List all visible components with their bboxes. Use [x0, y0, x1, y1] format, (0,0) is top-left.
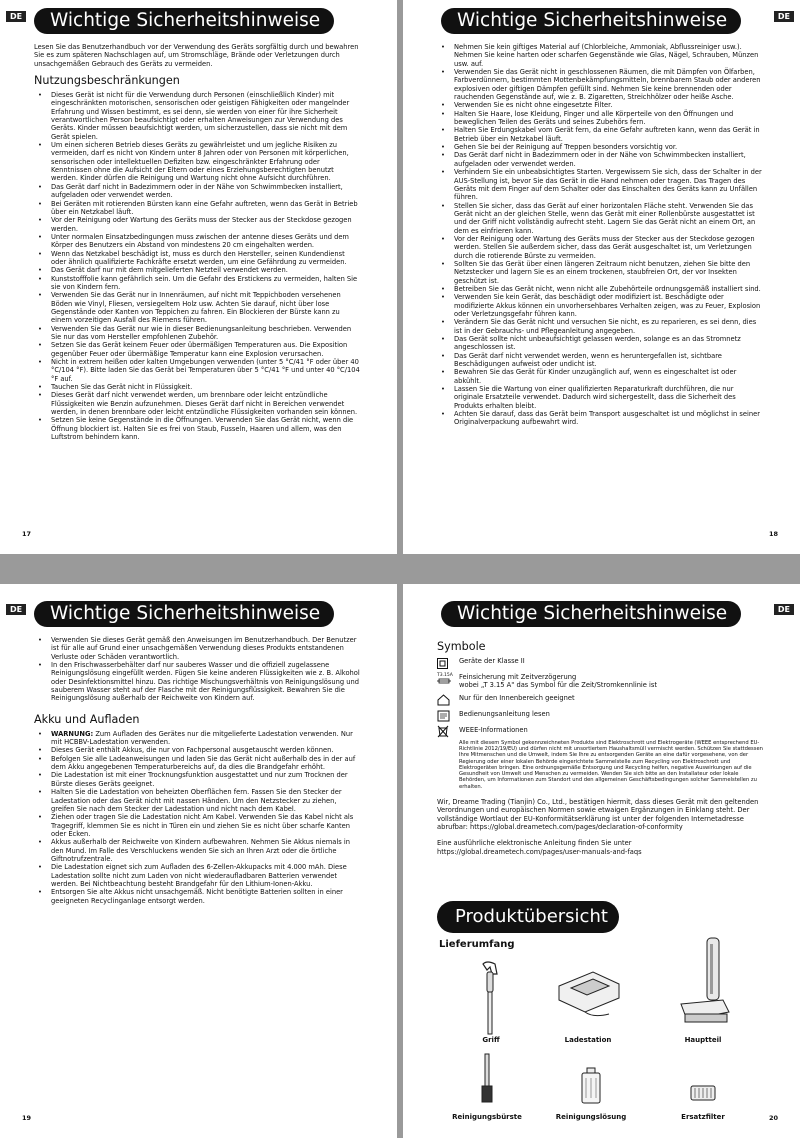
list-item: • Die Ladestation eignet sich zum Aufladen des 6-Zellen-Akkupacks mit 4.000 mAh. Diese Ladestation sollte nicht zum Laden von nicht wiederaufladbaren Batterien verwendet werden. Bei Nichtbeachtung besteht Brandgefahr für den Lithium-Ionen-Akku. [34, 863, 360, 888]
item-label-cleaning-brush: Reinigungsbürste [452, 1113, 522, 1121]
manual-icon [437, 710, 459, 722]
section-banner [441, 8, 741, 34]
page-18 [403, 0, 800, 554]
list-item: • Setzen Sie das Gerät keinem Feuer oder übermäßigen Temperaturen aus. Die Exposition gegenüber Feuer oder übermäßige Temperatur kann eine Explosion verursachen. [34, 341, 360, 358]
list-item: • Bei Geräten mit rotierenden Bürsten kann eine Gefahr auftreten, wenn das Gerät in Betrieb über ein Netzkabel läuft. [34, 200, 360, 217]
restrictions-list [34, 91, 360, 441]
list-item: • Das Gerät sollte nicht unbeaufsichtigt gelassen werden, solange es an das Stromnetz angeschlossen ist. [437, 335, 762, 352]
section-banner [34, 601, 334, 627]
symbol-text: Geräte der Klasse II [459, 657, 525, 665]
list-item: • Vor der Reinigung oder Wartung des Geräts muss der Stecker aus der Steckdose gezogen werden. Stellen Sie außerdem sicher, dass das Gerät ausgeschaltet ist, um Verletzungen durch die rotierende Bürste zu vermeiden. [437, 235, 762, 260]
list-item: • Dieses Gerät enthält Akkus, die nur von Fachpersonal ausgetauscht werden können. [34, 746, 360, 754]
language-tag: DE [774, 11, 794, 22]
weee-bin-icon [437, 726, 459, 738]
symbol-text: Feinsicherung mit Zeitverzögerung wobei „T 3.15 A" das Symbol für die Zeit/Stromkennlinie ist [459, 673, 657, 690]
language-tag: DE [774, 604, 794, 615]
list-item: • Kunststofffolie kann gefährlich sein. Um die Gefahr des Erstickens zu vermeiden, halten Sie sie von Kindern fern. [34, 275, 360, 292]
list-item: • Entsorgen Sie alte Akkus nicht unsachgemäß. Nicht benötigte Batterien sollten in einer geeigneten Recyclinganlage entsorgt werden. [34, 888, 360, 905]
section-heading: Nutzungsbeschränkungen [34, 74, 180, 88]
declaration-text: Wir, Dreame Trading (Tianjin) Co., Ltd., bestätigen hiermit, dass dieses Gerät mit den geltenden Verordnungen und europäischen Normen sowie etwaigen Ergänzungen in Einklang steht. Der vollständige Wortlaut der EU-Konformitätserklärung ist unter der folgenden Internetadresse abrufbar: https://global.dreametech.com/pages/declaration-of-conformity [437, 798, 759, 832]
list-item: • Das Gerät darf nicht in Badezimmern oder in der Nähe von Schwimmbecken installiert, aufgeladen oder verwendet werden. [437, 151, 762, 168]
warning-item [34, 730, 360, 747]
list-item: • Um einen sicheren Betrieb dieses Geräts zu gewährleistet und um jegliche Risiken zu vermeiden, darf es nicht von Kindern unter 8 Jahren oder von Personen mit körperlichen, sensorischen oder intellektuellen Defiziten bzw. eingeschränkter Erfahrung oder Kenntnissen ohne die Aufsicht der Eltern oder eines Erziehungsberechtigten benutzt werden. Kinder dürfen die Reinigung und Wartung nicht ohne Aufsicht durchführen. [34, 141, 360, 183]
page-18-content [437, 43, 762, 427]
symbol-row [437, 710, 765, 722]
manual-link-text: Eine ausführliche elektronische Anleitung finden Sie unter https://global.dreametech.com/pages/user-manuals-and-faqs [437, 839, 642, 856]
section-banner [441, 601, 741, 627]
list-item: • Verhindern Sie ein unbeabsichtigtes Starten. Vergewissern Sie sich, dass der Schalter in der AUS-Stellung ist, bevor Sie das Gerät in die Hand nehmen oder tragen. Das Tragen des Geräts mit dem Finger auf dem Schalter oder das Einschalten des Geräts kann zu Unfällen führen. [437, 168, 762, 201]
warning-text: Zum Aufladen des Gerätes nur die mitgelieferte Ladestation verwenden. Nur mit HCBBV-Ladestation verwenden. [51, 729, 353, 747]
cleaning-solution-image [579, 1066, 603, 1106]
page-number: 19 [22, 1114, 32, 1122]
usage-list [34, 636, 360, 703]
page-17-content [34, 43, 360, 441]
list-item: • Unter normalen Einsatzbedingungen muss zwischen der antenne dieses Geräts und dem Körper des Benutzers ein Abstand von mindestens 20 cm eingehalten werden. [34, 233, 360, 250]
class-ii-icon [437, 657, 459, 669]
weee-text: Alle mit diesem Symbol gekennzeichneten Produkte sind Elektroschrott und Elektrogeräte (WEEE entsprechend EU-Richtlinie 2012/19/EU) und dürfen nicht mit unsortiertem Haushaltsmüll vermischt werden. Schützen Sie stattdessen Ihre Mitmenschen und die Umwelt, indem Sie Ihre zu entsorgenden Geräte an eine dafür vorgesehene, von der Regierung oder einer lokalen Behörde eingerichtete Sammelstelle zum Recycling von Elektroschrott und Elektrogeräten bringen. Eine ordnungsgemäße Entsorgung und Recycling helfen, negative Auswirkungen auf die Gesundheit von Umwelt und Menschen zu vermeiden. Wenden Sie sich bitte an den Installateur oder lokale Behörden, um Informationen zum Standort und den allgemeinen Geschäftsbedingungen solcher Sammelstellen zu erhalten. [459, 739, 763, 790]
symbol-text: Nur für den Innenbereich geeignet [459, 693, 575, 702]
list-item: • Setzen Sie keine Gegenstände in die Öffnungen. Verwenden Sie das Gerät nicht, wenn die Öffnung blockiert ist. Halten Sie es frei von Staub, Fusseln, Haaren und allem, was den Luftstrom behindern kann. [34, 416, 360, 441]
list-item: • In den Frischwasserbehälter darf nur sauberes Wasser und die offiziell zugelassene Reinigungslösung eingefüllt werden. Fügen Sie keine anderen Flüssigkeiten wie z. B. Alkohol oder Desinfektionsmittel hinzu. Das richtige Mischungsverhältnis von Reinigungslösung und sauberem Wasser steht auf der Flasche mit der Reinigungsflüssigkeit. Bewahren Sie die Reinigungslösung außerhalb der Reichweite von Kindern auf. [34, 661, 360, 703]
page-19-content [34, 636, 360, 905]
banner-title: Wichtige Sicherheitshinweise [50, 603, 321, 624]
item-label-handle: Griff [482, 1036, 500, 1044]
list-item: • Bewahren Sie das Gerät für Kinder unzugänglich auf, wenn es eingeschaltet ist oder abkühlt. [437, 368, 762, 385]
list-item: • Befolgen Sie alle Ladeanweisungen und laden Sie das Gerät nicht außerhalb des in der auf dem Akku angegebenen Temperaturbereichs auf, da dies die Brandgefahr erhöht. [34, 755, 360, 772]
item-label-main-unit: Hauptteil [684, 1036, 722, 1044]
list-item: • Dieses Gerät ist nicht für die Verwendung durch Personen (einschließlich Kinder) mit eingeschränkten motorischen, sensorischen oder geistigen Fähigkeiten oder mangelnder Erfahrung und Wissen bestimmt, es sei denn, sie werden von einer für ihre Sicherheit verantwortlichen Person beaufsichtigt oder erhalten Anweisungen zur Verwendung des Geräts. Kinder müssen beaufsichtigt werden, um sicherzustellen, dass sie nicht mit dem Gerät spielen. [34, 91, 360, 141]
banner-title: Wichtige Sicherheitshinweise [457, 10, 728, 31]
list-item: • Das Gerät darf nur mit dem mitgelieferten Netzteil verwendet werden. [34, 266, 360, 274]
list-item: • Das Gerät darf nicht verwendet werden, wenn es heruntergefallen ist, sichtbare Beschädigungen aufweist oder undicht ist. [437, 352, 762, 369]
list-item: • Die Ladestation ist mit einer Trocknungsfunktion ausgestattet und nur zum Trocknen der Bürste dieses Geräts geeignet. [34, 771, 360, 788]
battery-list-2 [34, 746, 360, 905]
intro-paragraph: Lesen Sie das Benutzerhandbuch vor der Verwendung des Geräts sorgfältig durch und bewahren Sie es zum späteren Nachschlagen auf, um Stromschläge, Brände oder Verletzungen durch unsachgemäßen Gebrauch des Geräts zu vermeiden. [34, 43, 359, 68]
symbol-text: Bedienungsanleitung lesen [459, 709, 550, 718]
cleaning-brush-image [477, 1052, 497, 1104]
list-item: • Tauchen Sie das Gerät nicht in Flüssigkeit. [34, 383, 360, 391]
list-item: • Lassen Sie die Wartung von einer qualifizierten Reparaturkraft durchführen, die nur originale Ersatzteile verwendet. Dadurch wird sichergestellt, dass die Sicherheit des Produkts erhalten bleibt. [437, 385, 762, 410]
list-item: • Stellen Sie sicher, dass das Gerät auf einer horizontalen Fläche steht. Verwenden Sie das Gerät nicht an der gleichen Stelle, wenn das Gerät mit einer Rollenbürste ausgestattet ist und der Griff nicht vollständig aufrecht steht. Lagern Sie das Gerät nicht an einem Ort, an dem es einfrieren kann. [437, 202, 762, 235]
page-number: 20 [768, 1114, 778, 1122]
charging-station-image [553, 964, 623, 1024]
list-item: • Betreiben Sie das Gerät nicht, wenn nicht alle Zubehörteile ordnungsgemäß installiert sind. [437, 285, 762, 293]
list-item: • Achten Sie darauf, dass das Gerät beim Transport ausgeschaltet ist und möglichst in seiner Originalverpackung aufbewahrt wird. [437, 410, 762, 427]
product-overview-banner: Produktübersicht [437, 901, 619, 933]
list-item: • Verwenden Sie kein Gerät, das beschädigt oder modifiziert ist. Beschädigte oder modifizierte Akkus können ein unvorhersehbares Verhalten zeigen, was zu Feuer, Explosion oder Verletzungsgefahr führen kann. [437, 293, 762, 318]
page-number: 17 [22, 530, 32, 538]
symbol-row [437, 673, 765, 690]
language-tag: DE [6, 604, 26, 615]
house-icon [437, 694, 459, 706]
list-item: • Vor der Reinigung oder Wartung des Geräts muss der Stecker aus der Steckdose gezogen werden. [34, 216, 360, 233]
list-item: • Halten Sie Haare, lose Kleidung, Finger und alle Körperteile von den Öffnungen und beweglichen Teilen des Geräts und seines Zubehörs fern. [437, 110, 762, 127]
fuse-icon [437, 673, 459, 687]
symbol-row [437, 726, 765, 738]
list-item: • Sollten Sie das Gerät über einen längeren Zeitraum nicht benutzen, ziehen Sie bitte den Netzstecker und lagern Sie es an einem trockenen, staubfreien Ort, der vor Insekten geschützt ist. [437, 260, 762, 285]
list-item: • Verwenden Sie dieses Gerät gemäß den Anweisungen im Benutzerhandbuch. Der Benutzer ist für alle auf Grund einer unsachgemäßen Verwendung dieses Produkts entstandenen Verluste oder Schäden verantwortlich. [34, 636, 360, 661]
list-item: • Halten Sie die Ladestation von beheizten Oberflächen fern. Fassen Sie den Stecker der Ladestation oder das Gerät nicht mit nassen Händen. Um den Netzstecker zu ziehen, greifen Sie nach dem Stecker der Ladestation und nicht nach dem Kabel. [34, 788, 360, 813]
section-banner [34, 8, 334, 34]
symbol-text: WEEE-Informationen [459, 725, 528, 734]
symbol-row [437, 657, 765, 669]
item-label-replacement-filter: Ersatzfilter [681, 1113, 725, 1121]
page-20 [403, 584, 800, 1138]
replacement-filter-image [689, 1082, 717, 1104]
list-item: • Verwenden Sie das Gerät nicht in geschlossenen Räumen, die mit Dämpfen von Ölfarben, Farbverdünnern, bestimmten Mottenbekämpfungsmitteln, brennbarem Staub oder anderen explosiven oder giftigen Dämpfen gefüllt sind. Nehmen Sie keine brennenden oder rauchenden Gegenstände auf, wie z. B. Zigaretten, Streichhölzer oder heiße Asche. [437, 68, 762, 101]
safety-list [437, 43, 762, 427]
battery-list [34, 730, 360, 747]
handle-image [473, 960, 509, 1036]
banner-title: Wichtige Sicherheitshinweise [50, 10, 321, 31]
symbol-row [437, 694, 765, 706]
list-item: • Dieses Gerät darf nicht verwendet werden, um brennbare oder leicht entzündliche Flüssigkeiten wie Benzin aufzunehmen. Dieses Gerät darf nicht in Bereichen verwendet werden, in denen brennbare oder leicht entzündliche Flüssigkeiten vorhanden sein können. [34, 391, 360, 416]
list-item: • Akkus außerhalb der Reichweite von Kindern aufbewahren. Nehmen Sie Akkus niemals in den Mund. Im Falle des Verschluckens wenden Sie sich an Ihren Arzt oder die örtliche Giftnotrufzentrale. [34, 838, 360, 863]
fuse-icon-text: T3.15A [437, 673, 453, 678]
list-item: • Nicht in extrem heißen oder kalten Umgebungen verwenden (unter 5 °C/41 °F oder über 40 °C/104 °F). Bitte laden Sie das Gerät bei Temperaturen über 5 °C/41 °F und unter 40 °C/104 °F auf. [34, 358, 360, 383]
warning-label: WARNUNG: [51, 729, 94, 738]
banner-title: Wichtige Sicherheitshinweise [457, 603, 728, 624]
list-item: • Gehen Sie bei der Reinigung auf Treppen besonders vorsichtig vor. [437, 143, 762, 151]
item-label-charging-station: Ladestation [564, 1036, 612, 1044]
list-item: • Ziehen oder tragen Sie die Ladestation nicht Am Kabel. Verwenden Sie das Kabel nicht als Tragegriff, klemmen Sie es nicht in Türen ein und ziehen Sie es nicht über scharfe Kanten oder Ecken. [34, 813, 360, 838]
list-item: • Nehmen Sie kein giftiges Material auf (Chlorbleiche, Ammoniak, Abflussreiniger usw.). Nehmen Sie keine harten oder scharfen Gegenstände wie Glas, Nägel, Schrauben, Münzen usw. auf. [437, 43, 762, 68]
language-tag: DE [6, 11, 26, 22]
page-20-content [437, 636, 765, 856]
item-label-cleaning-solution: Reinigungslösung [555, 1113, 627, 1121]
list-item: • Halten Sie Erdungskabel vom Gerät fern, da eine Gefahr auftreten kann, wenn das Gerät in Betrieb über ein Netzkabel läuft. [437, 126, 762, 143]
section-heading: Akku und Aufladen [34, 712, 140, 726]
list-item: • Wenn das Netzkabel beschädigt ist, muss es durch den Hersteller, seinen Kundendienst oder ähnlich qualifizierte Fachkräfte ersetzt werden, um eine Gefährdung zu vermeiden. [34, 250, 360, 267]
list-item: • Das Gerät darf nicht in Badezimmern oder in der Nähe von Schwimmbecken installiert, aufgeladen oder verwendet werden. [34, 183, 360, 200]
symbols-heading: Symbole [437, 640, 486, 653]
main-unit-image [673, 934, 733, 1030]
delivery-heading: Lieferumfang [439, 939, 515, 950]
list-item: • Verwenden Sie es nicht ohne eingesetzte Filter. [437, 101, 762, 109]
list-item: • Verwenden Sie das Gerät nur wie in dieser Bedienungsanleitung beschrieben. Verwenden Sie nur das vom Hersteller empfohlenen Zubehör. [34, 325, 360, 342]
page-19 [0, 584, 397, 1138]
page-number: 18 [768, 530, 778, 538]
list-item: • Verwenden Sie das Gerät nur in Innenräumen, auf nicht mit Teppichboden versehenen Böden wie Vinyl, Fliesen, versiegeltem Holz usw. Achten Sie darauf, nicht über lose Gegenstände oder Kanten von Teppichen zu fahren. Ein Blockieren der Bürste kann zu einem vorzeitigen Ausfall des Riemens führen. [34, 291, 360, 324]
list-item: • Verändern Sie das Gerät nicht und versuchen Sie nicht, es zu reparieren, es sei denn, dies ist in der Gebrauchs- und Pflegeanleitung angegeben. [437, 318, 762, 335]
page-17 [0, 0, 397, 554]
